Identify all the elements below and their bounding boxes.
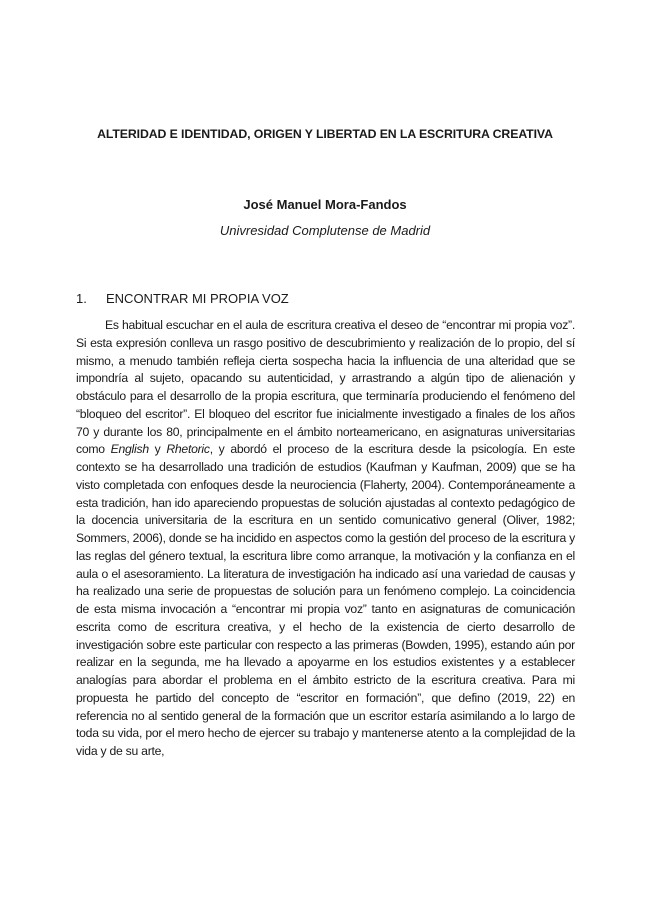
paper-title: ALTERIDAD E IDENTIDAD, ORIGEN Y LIBERTAD EN LA ESCRITURA CREATIVA — [97, 127, 553, 141]
paragraph-text-2: y — [148, 442, 167, 457]
paragraph-text-3: , y abordó el proceso de la escritura desde la psicología. En este contexto se ha desarrollado una tradición de estudios (Kaufman y Kaufman, 2009) que se ha visto completada con enfoques desde la neurociencia (Flaherty, 2004). Contemporáneamente a esta tradición, han ido apareciendo propuestas de solución ajustadas al contexto pedagógico de la docencia universitaria de la escritura en un sentido comunicativo general (Oliver, 1982; Sommers, 2006), donde se ha incidido en aspectos como la gestión del proceso de la escritura y las reglas del género textual, la escritura libre como arranque, la motivación y la confianza en el aula o el asesoramiento. La literatura de investigación ha indicado así una variedad de causas y ha realizado una serie de propuestas de solución para un fenómeno complejo. La coincidencia de esta misma invocación a “encontrar mi propia voz” tanto en asignaturas de comunicación escrita como de escritura creativa, y el hecho de la existencia de cierto desarrollo de investigación sobre este particular con respecto a las primeras (Bowden, 1995), estando aún por realizar en la segunda, me ha llevado a apoyarme en los estudios existentes y a establecer analogías para abordar el problema en el ámbito estricto de la escritura creativa. Para mi propuesta he partido del concepto de “escritor en formación”, que defino (2019, 22) en referencia no al sentido general de la formación que un escritor estaría asimilando a lo largo de toda su vida, por el mero hecho de ejercer su trabajo y mantenerse atento a la complejidad de la vida y de su arte, — [76, 442, 575, 758]
section-heading — [76, 291, 289, 306]
paragraph-text-1: Es habitual escuchar en el aula de escritura creativa el deseo de “encontrar mi propia voz”. Si esta expresión conlleva un rasgo positivo de descubrimiento y realización de lo propio, del sí mismo, a menudo también refleja cierta sospecha hacia la influencia de una alteridad que se impondría al sujeto, opacando su autenticidad, y arrastrando a algún tipo de alienación y obstáculo para el desarrollo de la propia escritura, que terminaría produciendo el fenómeno del “bloqueo del escritor”. El bloqueo del escritor fue inicialmente investigado a finales de los años 70 y durante los 80, principalmente en el ámbito norteamericano, en asignaturas universitarias como — [76, 318, 575, 457]
body-paragraph — [76, 317, 575, 761]
section-number: 1. — [76, 291, 87, 306]
paragraph-italic-english: English — [110, 442, 149, 457]
section-title: ENCONTRAR MI PROPIA VOZ — [106, 291, 289, 306]
paragraph-italic-rhetoric: Rhetoric — [166, 442, 210, 457]
author-affiliation: Univresidad Complutense de Madrid — [219, 223, 431, 238]
author-name: José Manuel Mora-Fandos — [243, 197, 407, 212]
